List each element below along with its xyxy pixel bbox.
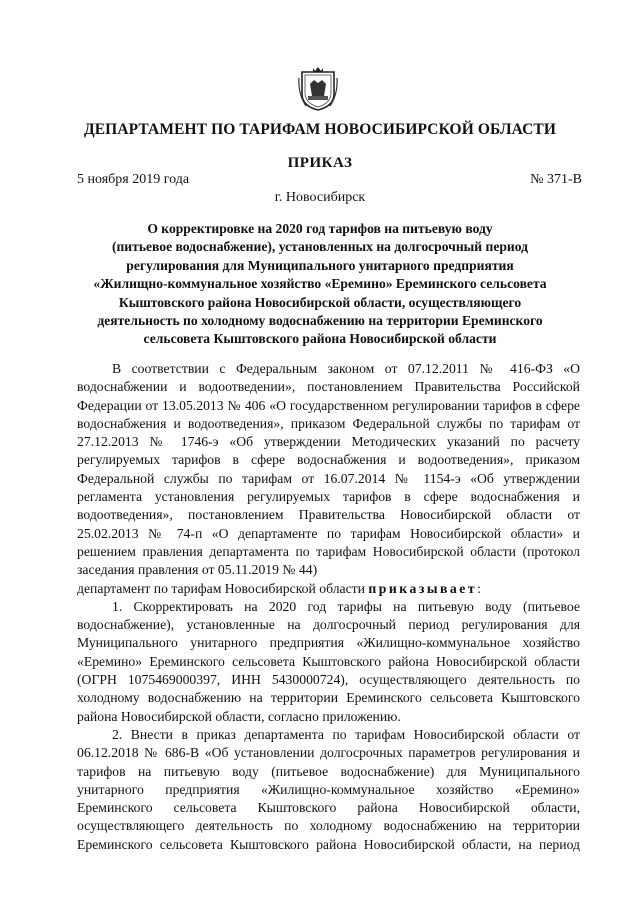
title-line: (питьевое водоснабжение), установленных на долгосрочный период — [111, 239, 529, 255]
title-line: «Жилищно-коммунальное хозяйство «Еремино» Ереминского сельсовета — [93, 276, 547, 292]
title-line: деятельность по холодному водоснабжению на территории Ереминского — [97, 313, 543, 329]
orders-word: приказывает — [368, 580, 478, 596]
document-type-heading: ПРИКАЗ — [287, 155, 353, 171]
title-line: О корректировке на 2020 год тарифов на питьевую воду — [147, 221, 493, 236]
orders-prefix: департамент по тарифам Новосибирской области — [77, 580, 369, 596]
item-2-paragraph: 2. Внести в приказ департамента по тарифам Новосибирской области от 06.12.2018 № 686-В «Об установлении долгосрочных параметров регулирования и тарифов на питьевую воду (питьевое водоснабжение) для Муниципального унитарного предприятия «Жилищно-коммунальное хозяйство «Еремино» Ереминского сельсовета Кыштовского района Новосибирской области, осуществляющего деятельность по холодному водоснабжению на территории Ереминского сельсовета Кыштовского района Новосибирской области, на период — [77, 726, 580, 852]
item-1-paragraph: 1. Скорректировать на 2020 год тарифы на питьевую воду (питьевое водоснабжение), установленные на долгосрочный период регулирования для Муниципального унитарного предприятия «Жилищно-коммунальное хозяйство «Еремино» Ереминского сельсовета Кыштовского района Новосибирской области (ОГРН 1075469000397, ИНН 5430000724), осуществляющего деятельность по холодному водоснабжению на территории Ереминского сельсовета Кыштовского района Новосибирской области, согласно приложению. — [77, 598, 580, 724]
city-label: г. Новосибирск — [274, 190, 366, 205]
title-line: регулирования для Муниципального унитарного предприятия — [126, 257, 514, 273]
coat-of-arms-emblem — [298, 66, 338, 112]
order-number: № 371-В — [530, 172, 582, 187]
orders-suffix: : — [477, 580, 481, 596]
preamble-paragraph: В соответствии с Федеральным законом от 07.12.2011 № 416-ФЗ «О водоснабжении и водоотведении», постановлением Правительства Российской Федерации от 13.05.2013 № 406 «О государственном регулировании тарифов в сфере водоснабжения и водоотведения», приказом Федеральной службы по тарифам от 27.12.2013 № 1746-э «Об утверждении Методических указаний по расчету регулируемых тарифов в сфере водоснабжения и водоотведения», приказом Федеральной службы по тарифам от 16.07.2014 № 1154-э «Об утверждении регламента установления регулируемых тарифов в сфере водоснабжения и водоотведения», постановлением Правительства Новосибирской области от 25.02.2013 № 74-п «О департаменте по тарифам Новосибирской области» и решением правления департамента по тарифам Новосибирской области (протокол заседания правления от 05.11.2019 № 44) — [77, 361, 580, 578]
title-line: Кыштовского района Новосибирской области, осуществляющего — [118, 294, 522, 310]
orders-line — [77, 580, 580, 598]
order-date: 5 ноября 2019 года — [77, 172, 190, 187]
title-line: сельсовета Кыштовского района Новосибирской области — [143, 331, 497, 347]
order-body — [77, 360, 580, 854]
department-heading: ДЕПАРТАМЕНТ ПО ТАРИФАМ НОВОСИБИРСКОЙ ОБЛАСТИ — [83, 121, 557, 138]
order-title — [90, 220, 550, 349]
